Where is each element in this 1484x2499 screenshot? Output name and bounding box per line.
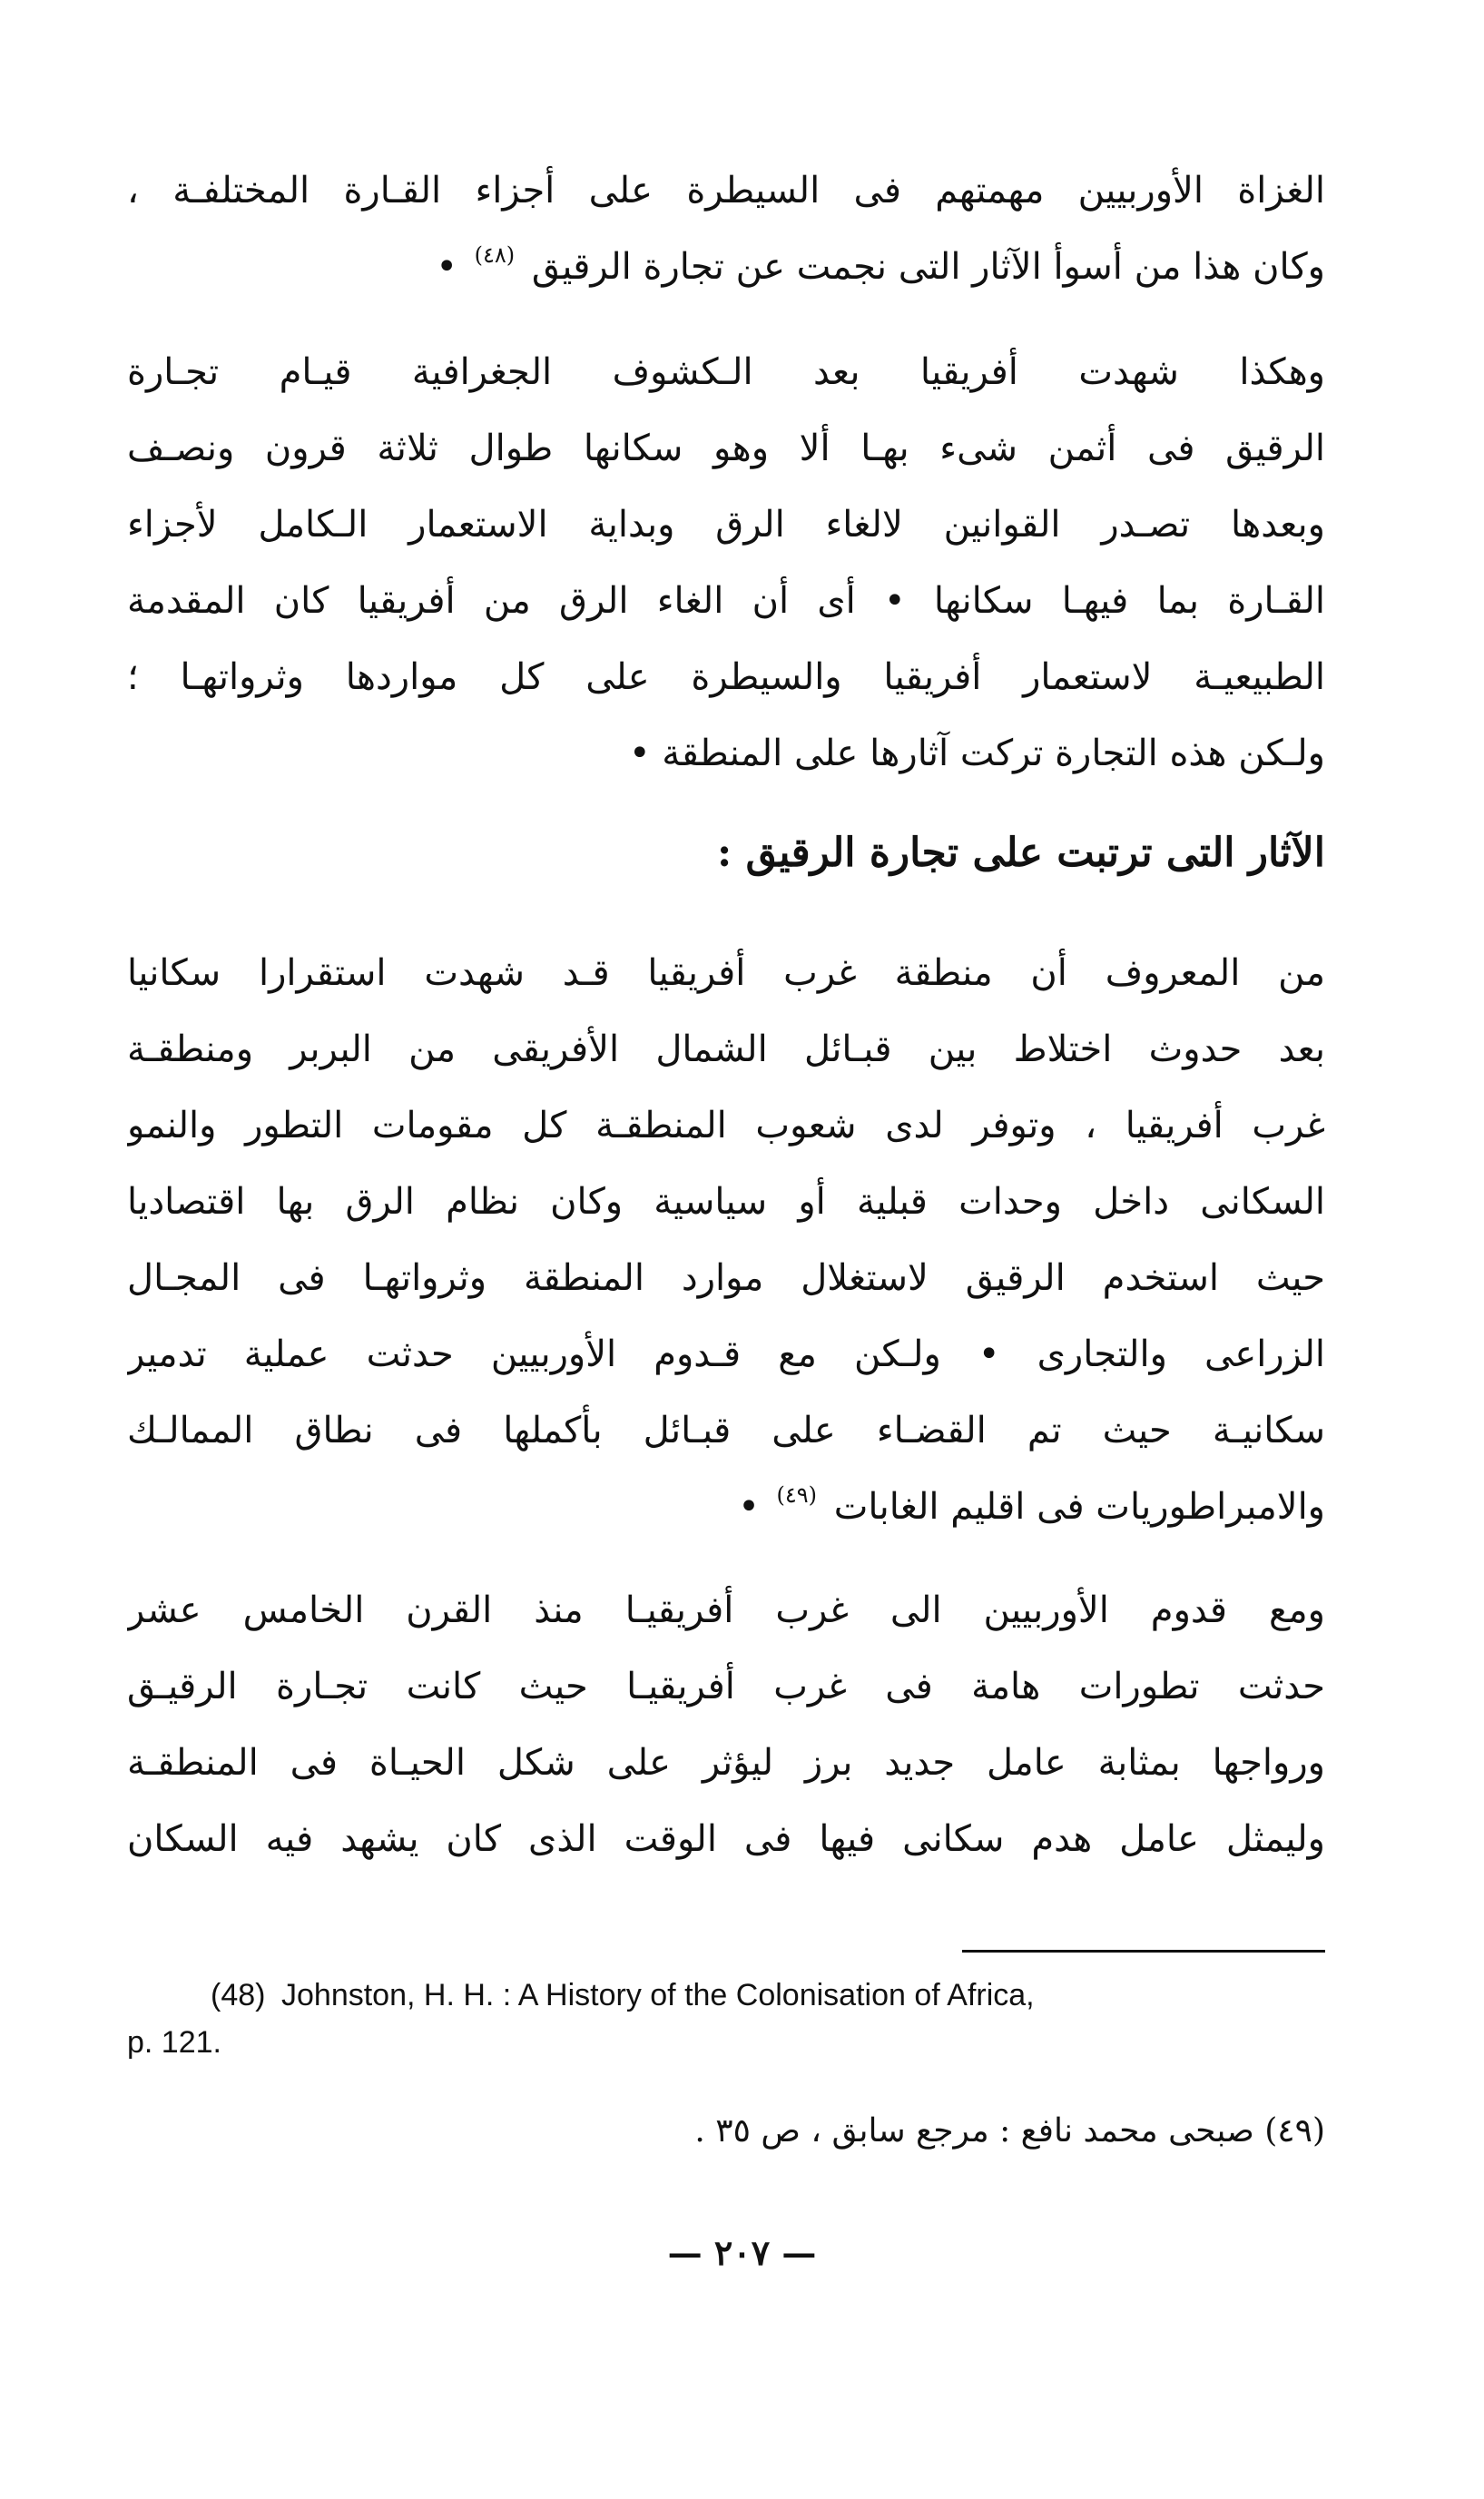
text-line-content: وكان هذا من أسوأ الآثار التى نجمت عن تجارة الرقيق [531, 246, 1325, 288]
text-line: السكانى داخل وحدات قبلية أو سياسية وكان نظام الرق بها اقتصاديا [127, 1181, 1325, 1223]
text-line: ومع قدوم الأوربيين الى غرب أفريقيـا منذ القرن الخامس عشر [127, 1589, 1325, 1631]
footnote-ref-48[interactable]: (٤٨) [474, 242, 516, 268]
text-line [127, 1469, 1325, 1545]
footnote-ref-49[interactable]: (٤٩) [776, 1482, 818, 1508]
footnote-48 [127, 1972, 1325, 2066]
text-line: وبعدها تصـدر القوانين لالغاء الرق وبداية الاستعمار الـكامل لأجزاء [127, 504, 1325, 546]
text-line-content: والامبراطوريات فى اقليم الغابات [833, 1486, 1325, 1528]
sentence-end-mark: • [436, 246, 457, 288]
text-line: وليمثل عامل هدم سكانى فيها فى الوقت الذى كان يشهد فيه السكان [127, 1818, 1325, 1860]
text-line: من المعروف أن منطقة غرب أفريقيا قـد شهدت استقرارا سكانيا [127, 952, 1325, 994]
text-line [127, 229, 1325, 305]
page-number: — ٢٠٧ — [667, 2232, 817, 2273]
intro-paragraph [127, 152, 1325, 305]
footnote-48-text: Johnston, H. H. : A History of the Colonisation of Africa, [281, 1978, 1035, 2012]
text-line: حيث استخدم الرقيق لاستغلال موارد المنطقة وثرواتهـا فى المجـال [127, 1257, 1325, 1299]
text-line: بعد حدوث اختلاط بين قبـائل الشمال الأفريقى من البربر ومنطقـة [127, 1028, 1325, 1070]
paragraph-4 [127, 1572, 1325, 1877]
sentence-end-mark: • [738, 1486, 760, 1528]
footnote-49: (٤٩) صبحى محمد نافع : مرجع سابق ، ص ٣٥ . [694, 2112, 1325, 2150]
paragraph-3 [127, 935, 1325, 1545]
text-line: القـارة بما فيهـا سكانها • أى أن الغاء الرق من أفريقيا كان المقدمة [127, 580, 1325, 622]
text-line: الرقيق فى أثمن شىء بهـا ألا وهو سكانها طوال ثلاثة قرون ونصـف [127, 428, 1325, 469]
text-line: ورواجها بمثابة عامل جديد برز ليؤثر على شكل الحيـاة فى المنطقـة [127, 1742, 1325, 1784]
section-heading: الآثار التى ترتبت على تجارة الرقيق : [717, 830, 1325, 876]
text-line: غرب أفريقيا ، وتوفر لدى شعوب المنطقـة كل مقومات التطور والنمو [127, 1105, 1325, 1146]
paragraph-2 [127, 334, 1325, 792]
footnote-separator [962, 1950, 1325, 1953]
text-line: حدثت تطورات هامة فى غرب أفريقيـا حيث كانت تجـارة الرقيـق [127, 1666, 1325, 1707]
footnote-48-line [127, 1972, 1325, 2019]
footnote-48-number: (48) [211, 1978, 266, 2012]
text-line: سكانيـة حيث تم القضـاء على قبـائل بأكملها فى نطاق الممالـك [127, 1410, 1325, 1451]
text-line: الغزاة الأوربيين مهمتهم فى السيطرة على أجزاء القـارة المختلفـة ، [127, 170, 1325, 212]
text-line: وهكذا شهدت أفريقيا بعد الـكشوف الجغرافية قيـام تجـارة [127, 351, 1325, 393]
text-line: ولـكن هذه التجارة تركت آثارها على المنطقة • [628, 733, 1325, 774]
footnote-48-continuation: p. 121. [127, 2025, 221, 2060]
text-line: الطبيعيـة لاستعمار أفريقيا والسيطرة على كل مواردها وثرواتهـا ؛ [127, 656, 1325, 698]
text-line: الزراعى والتجارى • ولـكن مع قـدوم الأوربيين حدثت عملية تدمير [127, 1333, 1325, 1375]
